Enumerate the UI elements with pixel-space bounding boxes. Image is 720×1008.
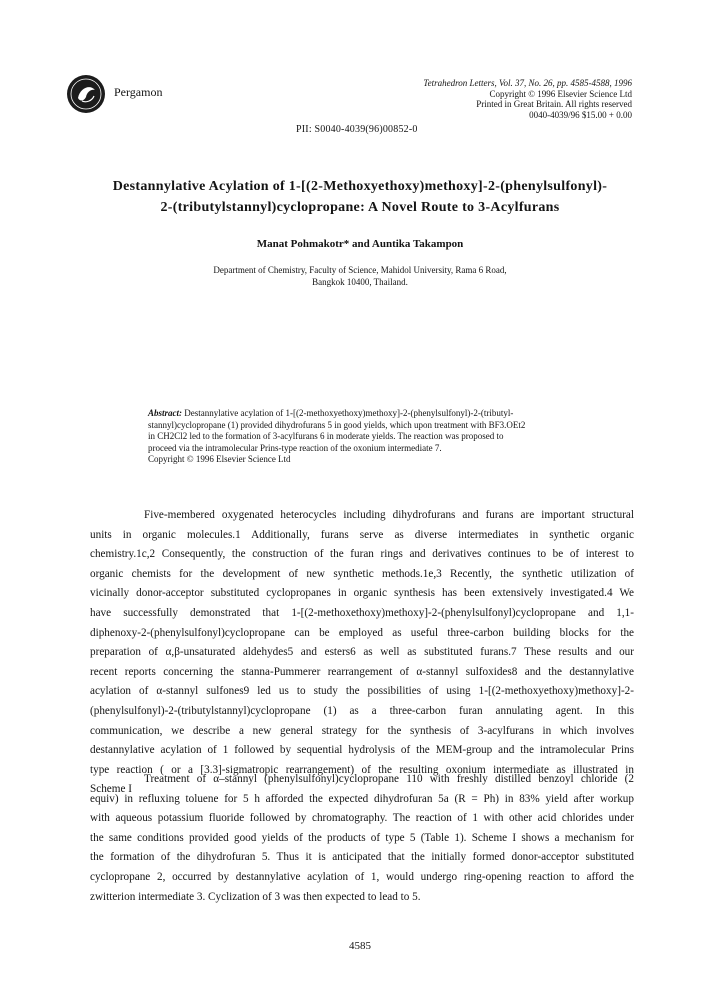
authors: Manat Pohmakotr* and Auntika Takampon xyxy=(256,238,464,250)
body-line: acylation of α-stannyl sulfones9 led us to study the possibilities of using 1-[(2-methoxyethoxy)methoxy]-2- xyxy=(90,685,634,698)
body-line: (phenylsulfonyl)-2-(tributylstannyl)cyclopropane (1) as a three-carbon furan annulating agent. In this xyxy=(90,704,634,717)
page-number: 4585 xyxy=(349,940,371,952)
abstract-line: Abstract: Destannylative acylation of 1-[(2-methoxyethoxy)methoxy]-2-(phenylsulfonyl)-2-(tributyl- xyxy=(148,408,514,418)
body-line: communication, we describe a new general strategy for the synthesis of 3-acylfurans in which involves xyxy=(90,724,634,737)
journal-citation xyxy=(423,78,632,120)
affiliation xyxy=(0,265,720,288)
body-line: type reaction ( or a [3.3]-sigmatropic rearrangement) of the resulting oxonium intermediate as illustrated in xyxy=(90,763,634,776)
abstract-line: proceed via the intramolecular Prins-type reaction of the oxonium intermediate 7. xyxy=(148,442,442,453)
body-line: organic chemists for the development of new synthetic methods.1e,3 Recently, the synthetic utilization of xyxy=(90,567,634,580)
body-line: vicinally donor-acceptor substituted cyclopropanes in organic synthesis has been extensively investigated.4 We xyxy=(90,587,634,600)
title-line: 2-(tributylstannyl)cyclopropane: A Novel Route to 3-Acylfurans xyxy=(160,200,560,215)
body-line: with aqueous potassium fluoride followed by chromatography. The reaction of 1 with other acid chlorides under xyxy=(90,812,634,825)
body-line: destannylative acylation of 1 followed by sequential hydrolysis of the MEM-group and the intramolecular Prins xyxy=(90,744,634,757)
body-line: Scheme I xyxy=(90,783,132,796)
abstract-line: in CH2Cl2 led to the formation of 3-acylfurans 6 in moderate yields. The reaction was proposed to xyxy=(148,431,504,441)
body-line: the same conditions provided good yields of the products of type 5 (Table 1). Scheme I shows a mechanism for xyxy=(90,831,634,844)
abstract-line: stannyl)cyclopropane (1) provided dihydrofurans 5 in good yields, which upon treatment with BF3.OEt2 xyxy=(148,419,526,430)
citation-price-line: 0040-4039/96 $15.00 + 0.00 xyxy=(529,109,632,120)
abstract xyxy=(148,408,578,466)
body-line: recent reports concerning the stanna-Pummerer rearrangement of α-stannyl sulfoxides8 and the destannylative xyxy=(90,665,634,678)
publisher-logo xyxy=(66,74,106,114)
body-line: cyclopropane 2, occurred by destannylative acylation of 1, would undergo ring-opening reaction to afford the xyxy=(90,870,634,883)
publisher-name: Pergamon xyxy=(114,85,163,99)
body-line: Five-membered oxygenated heterocycles including dihydrofurans and furans are important structural xyxy=(144,509,634,521)
article-title xyxy=(80,176,640,218)
pii-identifier: PII: S0040-4039(96)00852-0 xyxy=(296,124,418,135)
abstract-copyright: Copyright © 1996 Elsevier Science Ltd xyxy=(148,454,291,464)
abstract-label: Abstract: xyxy=(148,408,183,418)
body-line: equiv) in refluxing toluene for 5 h afforded the expected dihydrofuran 5a (R = Ph) in 83% yield after workup xyxy=(90,792,634,805)
body-line: diphenoxy-2-(phenylsulfonyl)cyclopropane can be employed as useful three-carbon building blocks for the xyxy=(90,626,634,639)
body-paragraph-2 xyxy=(90,770,634,907)
citation-copyright-line: Copyright © 1996 Elsevier Science Ltd xyxy=(489,88,632,99)
body-line: zwitterion intermediate 3. Cyclization of 3 was then expected to lead to 5. xyxy=(90,890,421,903)
title-line: Destannylative Acylation of 1-[(2-Methoxyethoxy)methoxy]-2-(phenylsulfonyl)- xyxy=(112,179,608,194)
affiliation-line: Bangkok 10400, Thailand. xyxy=(312,276,408,287)
body-line: chemistry.1c,2 Consequently, the construction of the furan rings and derivatives continues to be of interest to xyxy=(90,548,634,561)
body-paragraph-1 xyxy=(90,506,634,800)
affiliation-line: Department of Chemistry, Faculty of Science, Mahidol University, Rama 6 Road, xyxy=(213,265,507,275)
body-line: units in organic molecules.1 Additionally, furans serve as diverse intermediates in synthetic organic xyxy=(90,528,634,541)
body-line: Treatment of α–stannyl (phenylsulfonyl)cyclopropane 110 with freshly distilled benzoyl chloride (2 xyxy=(144,773,634,785)
body-line: have successfully demonstrated that 1-[(2-methoxethoxy)methoxy]-2-(phenylsulfonyl)cyclopropane and 1,1- xyxy=(90,606,634,619)
citation-journal-line: Tetrahedron Letters, Vol. 37, No. 26, pp. 4585-4588, 1996 xyxy=(423,78,632,88)
body-line: preparation of α,β-unsaturated aldehydes5 and esters6 as well as substituted furans.7 These results and our xyxy=(90,646,634,659)
body-line: the formation of the dihydrofuran 5. Thus it is anticipated that the initially formed donor-acceptor substituted xyxy=(90,851,634,864)
citation-printed-line: Printed in Great Britain. All rights reserved xyxy=(476,99,632,109)
